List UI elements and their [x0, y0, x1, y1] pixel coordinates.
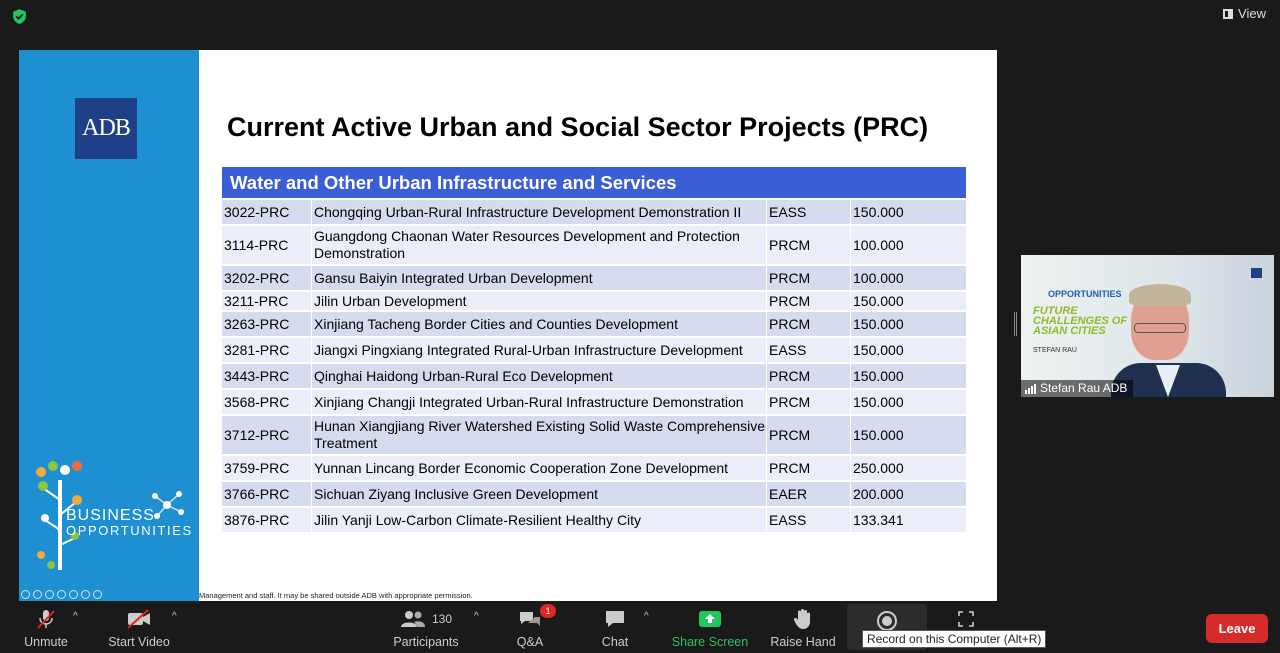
project-amount: 100.000	[850, 266, 966, 290]
muted-microphone-icon	[35, 607, 57, 631]
project-id: 3712-PRC	[224, 427, 290, 443]
project-id: 3443-PRC	[224, 368, 290, 384]
start-video-button[interactable]	[104, 603, 174, 653]
project-department: PRCM	[766, 226, 850, 264]
project-department: EASS	[766, 508, 850, 532]
project-id: 3022-PRC	[224, 204, 290, 220]
project-id: 3263-PRC	[224, 316, 290, 332]
pane-resize-handle[interactable]	[1014, 312, 1017, 336]
tool-icon[interactable]	[57, 590, 66, 599]
project-name: Chongqing Urban-Rural Infrastructure Development Demonstration II	[311, 200, 766, 224]
table-row	[222, 480, 966, 506]
project-department: PRCM	[766, 292, 850, 310]
participants-button[interactable]	[388, 603, 464, 653]
project-name: Qinghai Haidong Urban-Rural Eco Development	[311, 364, 766, 388]
project-department: PRCM	[766, 312, 850, 336]
qa-label: Q&A	[516, 635, 544, 649]
branding-line-1: BUSINESS	[66, 507, 155, 524]
participants-icon	[400, 607, 452, 631]
project-id: 3114-PRC	[224, 237, 289, 253]
project-department: EAER	[766, 482, 850, 506]
unmute-button[interactable]	[18, 603, 74, 653]
qa-icon	[518, 607, 542, 631]
project-department: PRCM	[766, 364, 850, 388]
raise-hand-label: Raise Hand	[770, 635, 836, 649]
table-row	[222, 290, 966, 310]
share-screen-button[interactable]	[670, 603, 750, 653]
project-department: PRCM	[766, 416, 850, 454]
project-id: 3211-PRC	[224, 293, 289, 309]
project-name: Guangdong Chaonan Water Resources Development and Protection Demonstration	[311, 226, 766, 264]
adb-mini-logo	[1251, 268, 1262, 278]
project-id: 3281-PRC	[224, 342, 290, 358]
project-name: Hunan Xiangjiang River Watershed Existing Solid Waste Comprehensive Treatment	[311, 416, 766, 454]
project-id: 3759-PRC	[224, 460, 290, 476]
signal-strength-icon	[1025, 384, 1036, 394]
project-amount: 150.000	[850, 292, 966, 310]
project-name: Jiangxi Pingxiang Integrated Rural-Urban Infrastructure Development	[311, 338, 766, 362]
project-name: Xinjiang Tacheng Border Cities and Counties Development	[311, 312, 766, 336]
project-name: Jilin Urban Development	[311, 292, 766, 310]
speaker-name-label	[1021, 380, 1133, 397]
share-screen-label: Share Screen	[671, 635, 749, 649]
project-name: Yunnan Lincang Border Economic Cooperation Zone Development	[311, 456, 766, 480]
table-row	[222, 264, 966, 290]
background-speaker-name: STEFAN RAU	[1033, 347, 1077, 354]
leave-button[interactable]: Leave	[1206, 614, 1268, 643]
speaker-hair	[1129, 284, 1191, 306]
record-icon	[876, 610, 898, 632]
table-row	[222, 362, 966, 388]
qa-notification-badge: 1	[540, 604, 556, 618]
project-department: EASS	[766, 200, 850, 224]
slide-footnote: Management and staff. It may be shared outside ADB with appropriate permission.	[199, 591, 473, 600]
audio-options-chevron-up-icon[interactable]: ^	[73, 611, 78, 622]
slide-sidebar	[19, 50, 199, 601]
project-name: Gansu Baiyin Integrated Urban Development	[311, 266, 766, 290]
table-header: Water and Other Urban Infrastructure and Services	[222, 167, 966, 198]
adb-logo: ADB	[75, 98, 137, 159]
chat-options-chevron-up-icon[interactable]: ^	[644, 611, 649, 622]
participants-count: 130	[431, 612, 453, 626]
video-off-icon	[126, 607, 152, 631]
project-id: 3202-PRC	[224, 270, 290, 286]
chat-label: Chat	[601, 635, 629, 649]
project-amount: 150.000	[850, 364, 966, 388]
tool-icon[interactable]	[69, 590, 78, 599]
view-layout-icon	[1223, 9, 1233, 19]
tool-icon[interactable]	[33, 590, 42, 599]
raise-hand-icon	[793, 607, 813, 631]
table-body	[222, 198, 966, 532]
project-amount: 200.000	[850, 482, 966, 506]
projects-table	[222, 167, 966, 532]
table-row	[222, 414, 966, 454]
project-amount: 150.000	[850, 312, 966, 336]
unmute-label: Unmute	[24, 635, 68, 649]
slide-annotation-tools[interactable]	[21, 590, 102, 599]
more-options-icon[interactable]	[956, 609, 976, 629]
project-department: EASS	[766, 338, 850, 362]
view-button[interactable]	[1223, 6, 1266, 21]
business-opportunities-branding	[66, 508, 193, 538]
background-opportunities-text: OPPORTUNITIES	[1048, 289, 1122, 299]
security-shield-icon[interactable]	[11, 8, 28, 25]
project-amount: 150.000	[850, 416, 966, 454]
project-amount: 100.000	[850, 226, 966, 264]
participants-label: Participants	[393, 635, 459, 649]
project-amount: 150.000	[850, 390, 966, 414]
tool-icon[interactable]	[45, 590, 54, 599]
project-id: 3568-PRC	[224, 394, 290, 410]
speaker-glasses	[1134, 323, 1186, 333]
table-row	[222, 506, 966, 532]
project-department: PRCM	[766, 456, 850, 480]
background-future-text: FUTURE CHALLENGES OF ASIAN CITIES	[1033, 305, 1128, 337]
project-id: 3876-PRC	[224, 512, 290, 528]
meeting-toolbar	[0, 603, 1280, 653]
project-name: Xinjiang Changji Integrated Urban-Rural Infrastructure Demonstration	[311, 390, 766, 414]
project-name: Jilin Yanji Low-Carbon Climate-Resilient Healthy City	[311, 508, 766, 532]
branding-line-2: OPPORTUNITIES	[66, 523, 193, 538]
raise-hand-button[interactable]	[768, 603, 838, 653]
project-amount: 150.000	[850, 200, 966, 224]
share-screen-icon	[698, 607, 722, 631]
project-amount: 250.000	[850, 456, 966, 480]
record-tooltip: Record on this Computer (Alt+R)	[862, 630, 1046, 648]
slide-title: Current Active Urban and Social Sector Projects (PRC)	[227, 112, 929, 142]
chat-bubble-icon	[604, 607, 626, 631]
table-row	[222, 336, 966, 362]
tool-icon[interactable]	[81, 590, 90, 599]
participants-options-chevron-up-icon[interactable]: ^	[474, 611, 479, 622]
video-options-chevron-up-icon[interactable]: ^	[172, 611, 177, 622]
speaker-name: Stefan Rau ADB	[1040, 381, 1128, 395]
project-department: PRCM	[766, 390, 850, 414]
table-row	[222, 224, 966, 264]
table-row	[222, 198, 966, 224]
tool-icon[interactable]	[93, 590, 102, 599]
project-department: PRCM	[766, 266, 850, 290]
project-amount: 150.000	[850, 338, 966, 362]
table-row	[222, 310, 966, 336]
table-row	[222, 388, 966, 414]
start-video-label: Start Video	[108, 635, 170, 649]
chat-button[interactable]	[595, 603, 635, 653]
project-name: Sichuan Ziyang Inclusive Green Development	[311, 482, 766, 506]
table-row	[222, 454, 966, 480]
project-amount: 133.341	[850, 508, 966, 532]
shared-screen	[19, 50, 997, 601]
view-label: View	[1238, 6, 1266, 21]
speaker-video-tile[interactable]	[1021, 255, 1274, 397]
tool-icon[interactable]	[21, 590, 30, 599]
project-id: 3766-PRC	[224, 486, 290, 502]
